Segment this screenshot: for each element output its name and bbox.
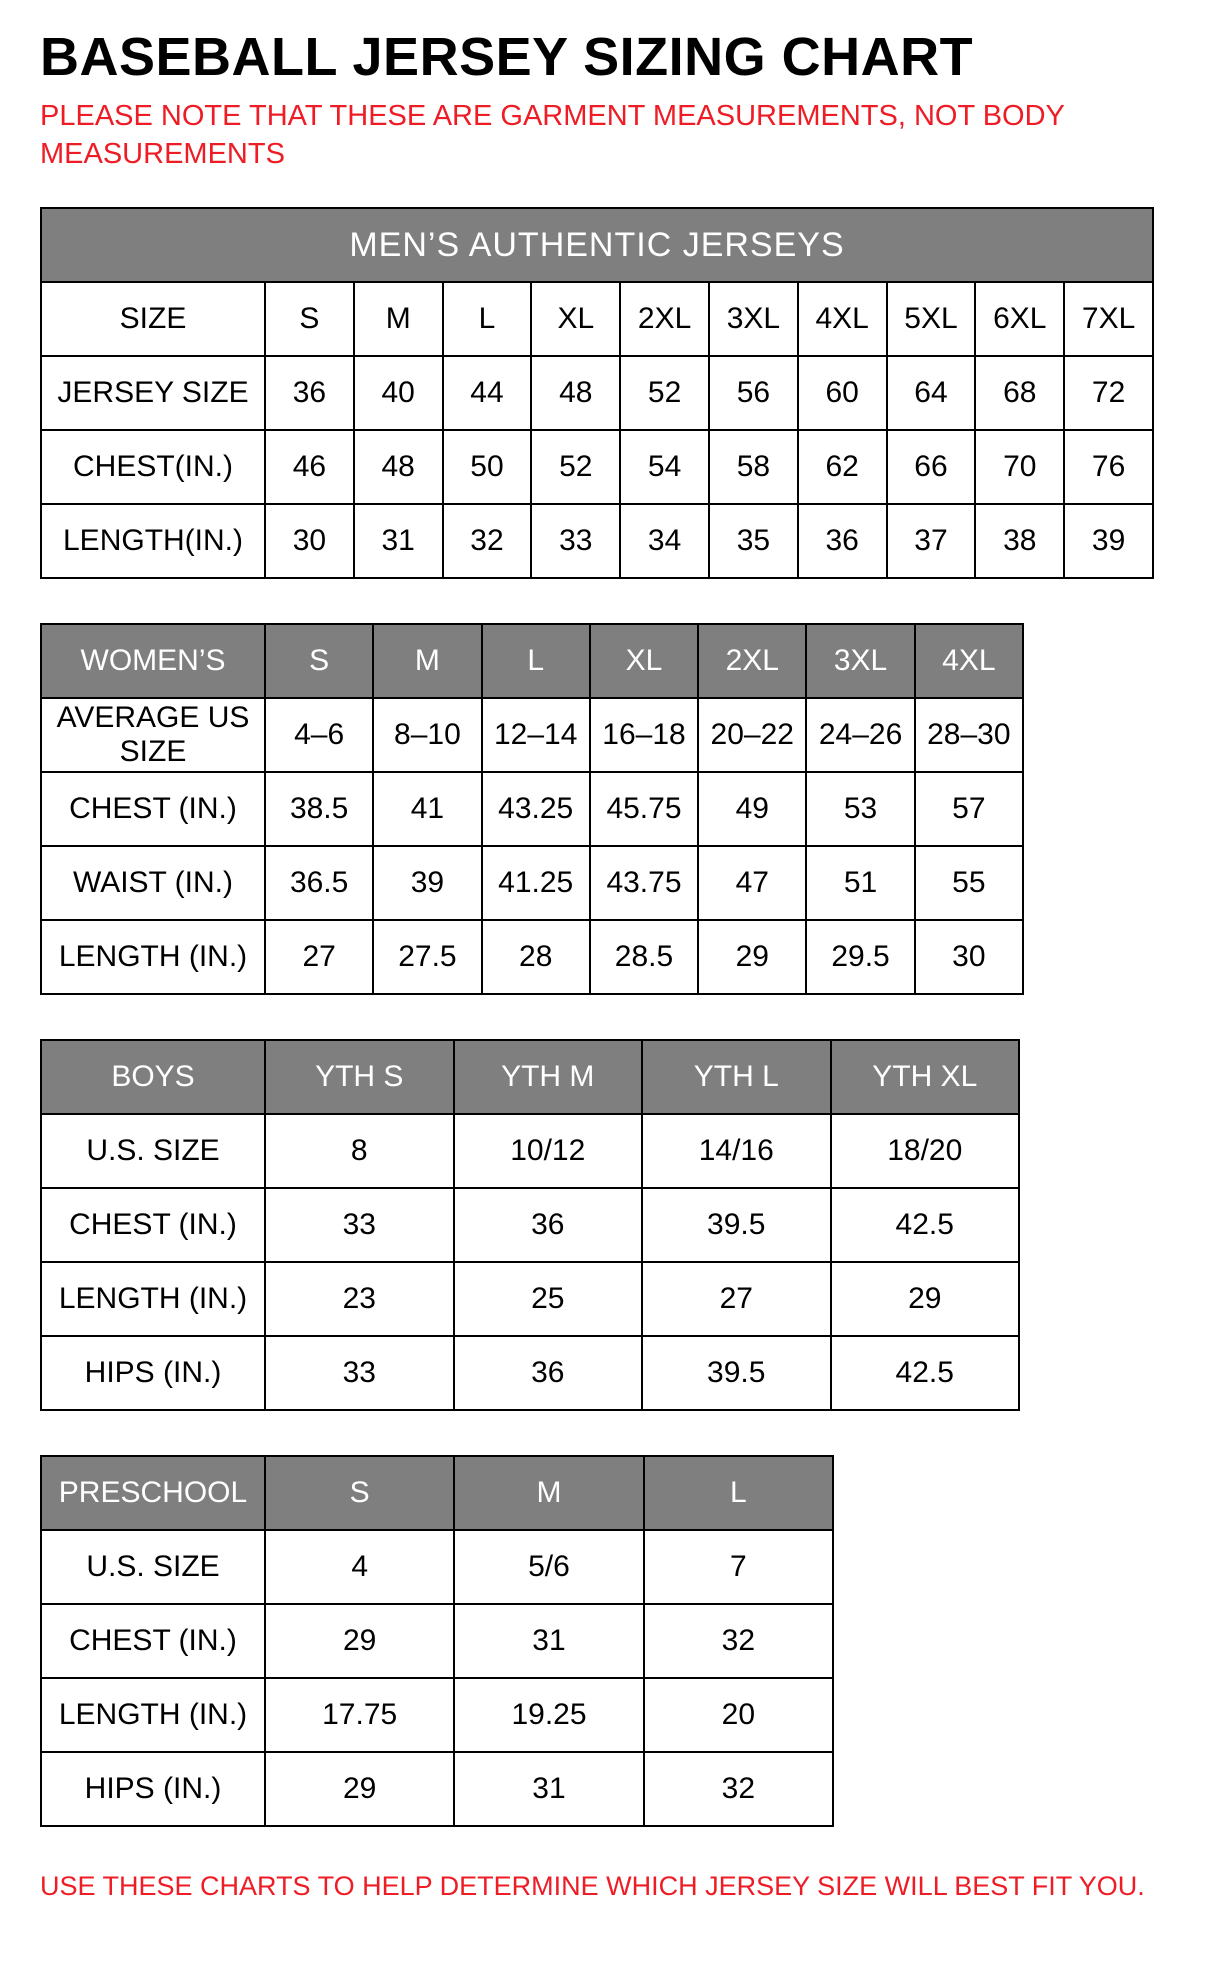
mens-value-cell: 58 bbox=[709, 430, 798, 504]
boys-size-header-cell: YTH XL bbox=[831, 1040, 1020, 1114]
boys-value-cell: 36 bbox=[454, 1336, 643, 1410]
mens-value-cell: 56 bbox=[709, 356, 798, 430]
preschool-row-label: HIPS (IN.) bbox=[41, 1752, 265, 1826]
mens-value-cell: 32 bbox=[443, 504, 532, 578]
mens-value-cell: 50 bbox=[443, 430, 532, 504]
preschool-value-cell: 31 bbox=[454, 1752, 643, 1826]
boys-value-cell: 10/12 bbox=[454, 1114, 643, 1188]
womens-row-label: AVERAGE US SIZE bbox=[41, 698, 265, 772]
womens-value-cell: 39 bbox=[373, 846, 481, 920]
boys-value-cell: 14/16 bbox=[642, 1114, 831, 1188]
preschool-row-label: PRESCHOOL bbox=[41, 1456, 265, 1530]
boys-sizing-table bbox=[40, 1039, 1020, 1411]
mens-value-cell: 48 bbox=[354, 430, 443, 504]
mens-value-cell: 40 bbox=[354, 356, 443, 430]
boys-row-label: LENGTH (IN.) bbox=[41, 1262, 265, 1336]
womens-size-header-cell: 3XL bbox=[806, 624, 914, 698]
womens-row bbox=[41, 698, 1023, 772]
mens-value-cell: 2XL bbox=[620, 282, 709, 356]
mens-value-cell: 62 bbox=[798, 430, 887, 504]
mens-value-cell: 66 bbox=[887, 430, 976, 504]
mens-title-row bbox=[41, 208, 1153, 282]
womens-value-cell: 24–26 bbox=[806, 698, 914, 772]
mens-value-cell: 39 bbox=[1064, 504, 1153, 578]
womens-value-cell: 51 bbox=[806, 846, 914, 920]
boys-row bbox=[41, 1188, 1019, 1262]
preschool-size-header-cell: L bbox=[644, 1456, 833, 1530]
boys-size-header-cell: YTH L bbox=[642, 1040, 831, 1114]
womens-value-cell: 30 bbox=[915, 920, 1023, 994]
womens-value-cell: 57 bbox=[915, 772, 1023, 846]
preschool-value-cell: 31 bbox=[454, 1604, 643, 1678]
womens-row-label: CHEST (IN.) bbox=[41, 772, 265, 846]
boys-value-cell: 23 bbox=[265, 1262, 454, 1336]
sizing-tables-container bbox=[40, 207, 1182, 1827]
mens-value-cell: 72 bbox=[1064, 356, 1153, 430]
womens-size-header-cell: 4XL bbox=[915, 624, 1023, 698]
boys-value-cell: 39.5 bbox=[642, 1336, 831, 1410]
preschool-row-label: U.S. SIZE bbox=[41, 1530, 265, 1604]
womens-value-cell: 45.75 bbox=[590, 772, 698, 846]
mens-value-cell: 36 bbox=[798, 504, 887, 578]
boys-value-cell: 33 bbox=[265, 1188, 454, 1262]
womens-value-cell: 43.75 bbox=[590, 846, 698, 920]
mens-row bbox=[41, 430, 1153, 504]
preschool-value-cell: 29 bbox=[265, 1604, 454, 1678]
boys-row-label: U.S. SIZE bbox=[41, 1114, 265, 1188]
boys-size-header-cell: YTH S bbox=[265, 1040, 454, 1114]
mens-row-label: CHEST(IN.) bbox=[41, 430, 265, 504]
mens-value-cell: 36 bbox=[265, 356, 354, 430]
womens-value-cell: 29.5 bbox=[806, 920, 914, 994]
mens-value-cell: L bbox=[443, 282, 532, 356]
mens-value-cell: 54 bbox=[620, 430, 709, 504]
womens-row bbox=[41, 772, 1023, 846]
footer-note: USE THESE CHARTS TO HELP DETERMINE WHICH JERSEY SIZE WILL BEST FIT YOU. bbox=[40, 1871, 1145, 1902]
mens-value-cell: 31 bbox=[354, 504, 443, 578]
boys-row-label: CHEST (IN.) bbox=[41, 1188, 265, 1262]
womens-row-label: WAIST (IN.) bbox=[41, 846, 265, 920]
womens-value-cell: 12–14 bbox=[482, 698, 590, 772]
mens-row-label: LENGTH(IN.) bbox=[41, 504, 265, 578]
womens-sizing-table bbox=[40, 623, 1024, 995]
boys-value-cell: 39.5 bbox=[642, 1188, 831, 1262]
preschool-row-label: CHEST (IN.) bbox=[41, 1604, 265, 1678]
mens-value-cell: 76 bbox=[1064, 430, 1153, 504]
womens-row-label: LENGTH (IN.) bbox=[41, 920, 265, 994]
mens-row bbox=[41, 504, 1153, 578]
womens-value-cell: 41 bbox=[373, 772, 481, 846]
mens-value-cell: 70 bbox=[975, 430, 1064, 504]
boys-value-cell: 33 bbox=[265, 1336, 454, 1410]
womens-value-cell: 49 bbox=[698, 772, 806, 846]
womens-value-cell: 28–30 bbox=[915, 698, 1023, 772]
boys-size-header-cell: YTH M bbox=[454, 1040, 643, 1114]
preschool-value-cell: 17.75 bbox=[265, 1678, 454, 1752]
womens-value-cell: 28 bbox=[482, 920, 590, 994]
mens-value-cell: S bbox=[265, 282, 354, 356]
boys-value-cell: 29 bbox=[831, 1262, 1020, 1336]
mens-value-cell: 4XL bbox=[798, 282, 887, 356]
preschool-value-cell: 4 bbox=[265, 1530, 454, 1604]
page-title: BASEBALL JERSEY SIZING CHART bbox=[40, 27, 974, 87]
preschool-value-cell: 29 bbox=[265, 1752, 454, 1826]
mens-row bbox=[41, 356, 1153, 430]
preschool-size-header-cell: S bbox=[265, 1456, 454, 1530]
womens-size-header-cell: M bbox=[373, 624, 481, 698]
womens-value-cell: 27 bbox=[265, 920, 373, 994]
womens-value-cell: 36.5 bbox=[265, 846, 373, 920]
boys-value-cell: 42.5 bbox=[831, 1336, 1020, 1410]
mens-value-cell: 34 bbox=[620, 504, 709, 578]
mens-value-cell: 48 bbox=[531, 356, 620, 430]
womens-value-cell: 38.5 bbox=[265, 772, 373, 846]
womens-row-label: WOMEN’S bbox=[41, 624, 265, 698]
womens-row bbox=[41, 624, 1023, 698]
mens-row-label: JERSEY SIZE bbox=[41, 356, 265, 430]
boys-value-cell: 27 bbox=[642, 1262, 831, 1336]
preschool-size-header-cell: M bbox=[454, 1456, 643, 1530]
preschool-value-cell: 20 bbox=[644, 1678, 833, 1752]
womens-value-cell: 8–10 bbox=[373, 698, 481, 772]
boys-row-label: HIPS (IN.) bbox=[41, 1336, 265, 1410]
womens-value-cell: 20–22 bbox=[698, 698, 806, 772]
mens-value-cell: 33 bbox=[531, 504, 620, 578]
womens-row bbox=[41, 846, 1023, 920]
mens-value-cell: 30 bbox=[265, 504, 354, 578]
preschool-row bbox=[41, 1530, 833, 1604]
mens-value-cell: XL bbox=[531, 282, 620, 356]
womens-size-header-cell: S bbox=[265, 624, 373, 698]
boys-value-cell: 25 bbox=[454, 1262, 643, 1336]
preschool-row bbox=[41, 1456, 833, 1530]
preschool-row bbox=[41, 1678, 833, 1752]
preschool-value-cell: 32 bbox=[644, 1752, 833, 1826]
boys-row-label: BOYS bbox=[41, 1040, 265, 1114]
mens-value-cell: 46 bbox=[265, 430, 354, 504]
womens-value-cell: 27.5 bbox=[373, 920, 481, 994]
boys-value-cell: 18/20 bbox=[831, 1114, 1020, 1188]
womens-size-header-cell: XL bbox=[590, 624, 698, 698]
mens-value-cell: 60 bbox=[798, 356, 887, 430]
womens-value-cell: 29 bbox=[698, 920, 806, 994]
boys-row bbox=[41, 1262, 1019, 1336]
mens-value-cell: 7XL bbox=[1064, 282, 1153, 356]
boys-row bbox=[41, 1336, 1019, 1410]
boys-row bbox=[41, 1114, 1019, 1188]
preschool-value-cell: 19.25 bbox=[454, 1678, 643, 1752]
womens-value-cell: 41.25 bbox=[482, 846, 590, 920]
mens-value-cell: 5XL bbox=[887, 282, 976, 356]
preschool-row bbox=[41, 1604, 833, 1678]
womens-value-cell: 28.5 bbox=[590, 920, 698, 994]
mens-value-cell: 35 bbox=[709, 504, 798, 578]
preschool-value-cell: 7 bbox=[644, 1530, 833, 1604]
garment-measurement-note: PLEASE NOTE THAT THESE ARE GARMENT MEASUREMENTS, NOT BODY MEASUREMENTS bbox=[40, 100, 1065, 170]
boys-row bbox=[41, 1040, 1019, 1114]
mens-row-label: SIZE bbox=[41, 282, 265, 356]
mens-value-cell: 52 bbox=[531, 430, 620, 504]
mens-value-cell: 64 bbox=[887, 356, 976, 430]
boys-value-cell: 8 bbox=[265, 1114, 454, 1188]
mens-table-title: MEN’S AUTHENTIC JERSEYS bbox=[41, 208, 1153, 282]
mens-value-cell: 38 bbox=[975, 504, 1064, 578]
preschool-value-cell: 5/6 bbox=[454, 1530, 643, 1604]
preschool-row-label: LENGTH (IN.) bbox=[41, 1678, 265, 1752]
mens-sizing-table bbox=[40, 207, 1154, 579]
mens-value-cell: 6XL bbox=[975, 282, 1064, 356]
womens-value-cell: 43.25 bbox=[482, 772, 590, 846]
preschool-value-cell: 32 bbox=[644, 1604, 833, 1678]
womens-size-header-cell: 2XL bbox=[698, 624, 806, 698]
boys-value-cell: 36 bbox=[454, 1188, 643, 1262]
womens-value-cell: 4–6 bbox=[265, 698, 373, 772]
mens-value-cell: 3XL bbox=[709, 282, 798, 356]
womens-row bbox=[41, 920, 1023, 994]
preschool-row bbox=[41, 1752, 833, 1826]
mens-value-cell: 37 bbox=[887, 504, 976, 578]
mens-value-cell: 44 bbox=[443, 356, 532, 430]
mens-value-cell: 68 bbox=[975, 356, 1064, 430]
boys-value-cell: 42.5 bbox=[831, 1188, 1020, 1262]
mens-value-cell: 52 bbox=[620, 356, 709, 430]
womens-value-cell: 53 bbox=[806, 772, 914, 846]
womens-value-cell: 16–18 bbox=[590, 698, 698, 772]
preschool-sizing-table bbox=[40, 1455, 834, 1827]
mens-value-cell: M bbox=[354, 282, 443, 356]
womens-size-header-cell: L bbox=[482, 624, 590, 698]
womens-value-cell: 47 bbox=[698, 846, 806, 920]
womens-value-cell: 55 bbox=[915, 846, 1023, 920]
mens-row bbox=[41, 282, 1153, 356]
